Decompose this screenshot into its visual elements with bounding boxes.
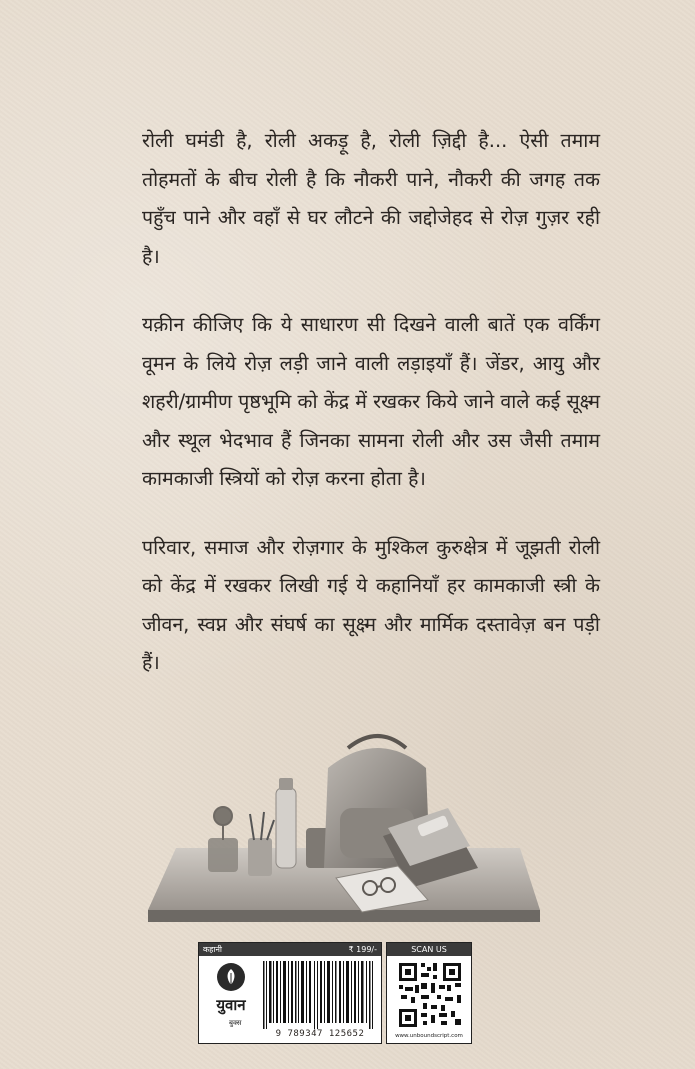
desk-illustration	[148, 728, 548, 928]
blurb-paragraph-3: परिवार, समाज और रोज़गार के मुश्किल कुरुक्षेत्र में जूझती रोली को केंद्र में रखकर लिखी गई ये कहानियाँ हर कामकाजी स्त्री के जीवन, स्वप्न और संघर्ष का सूक्ष्म और मार्मिक दस्तावेज़ बन पड़ी हैं।	[142, 535, 600, 674]
qr-code	[397, 961, 463, 1029]
blurb-paragraph-1: रोली घमंडी है, रोली अकड़ू है, रोली ज़िद्दी है... ऐसी तमाम तोहमतों के बीच रोली है कि नौकरी पाने, नौकरी की जगह तक पहुँच पाने और वहाँ से घर लौटने की जद्दोजेहद से रोज़ गुज़र रही है।	[142, 129, 600, 268]
price-label: ₹ 199/-	[348, 945, 377, 954]
publisher-subtitle: बुक्स	[229, 1019, 242, 1027]
leaf-icon	[217, 963, 245, 991]
publisher-logo	[205, 961, 257, 1041]
qr-panel	[386, 942, 472, 1044]
publisher-name: युवान	[216, 996, 246, 1014]
qr-label: SCAN US	[387, 943, 471, 956]
isbn-barcode-panel	[198, 942, 382, 1044]
barcode-header	[199, 943, 381, 956]
blurb-paragraph-2: यक़ीन कीजिए कि ये साधारण सी दिखने वाली बातें एक वर्किंग वूमन के लिये रोज़ लड़ी जाने वाली लड़ाइयाँ हैं। जेंडर, आयु और शहरी/ग्रामीण पृष्ठभूमि को केंद्र में रखकर किये जाने वाले कई सूक्ष्म और स्थूल भेदभाव हैं जिनका सामना रोली और उस जैसी तमाम कामकाजी स्त्रियों को रोज़ करना होता है।	[142, 313, 600, 490]
back-cover-blurb	[142, 122, 600, 713]
isbn-number: 9 789347 125652	[275, 1029, 365, 1039]
publisher-website: www.unboundscript.com	[395, 1033, 463, 1039]
barcode-graphic	[261, 961, 377, 1029]
genre-label: कहानी	[203, 945, 222, 954]
